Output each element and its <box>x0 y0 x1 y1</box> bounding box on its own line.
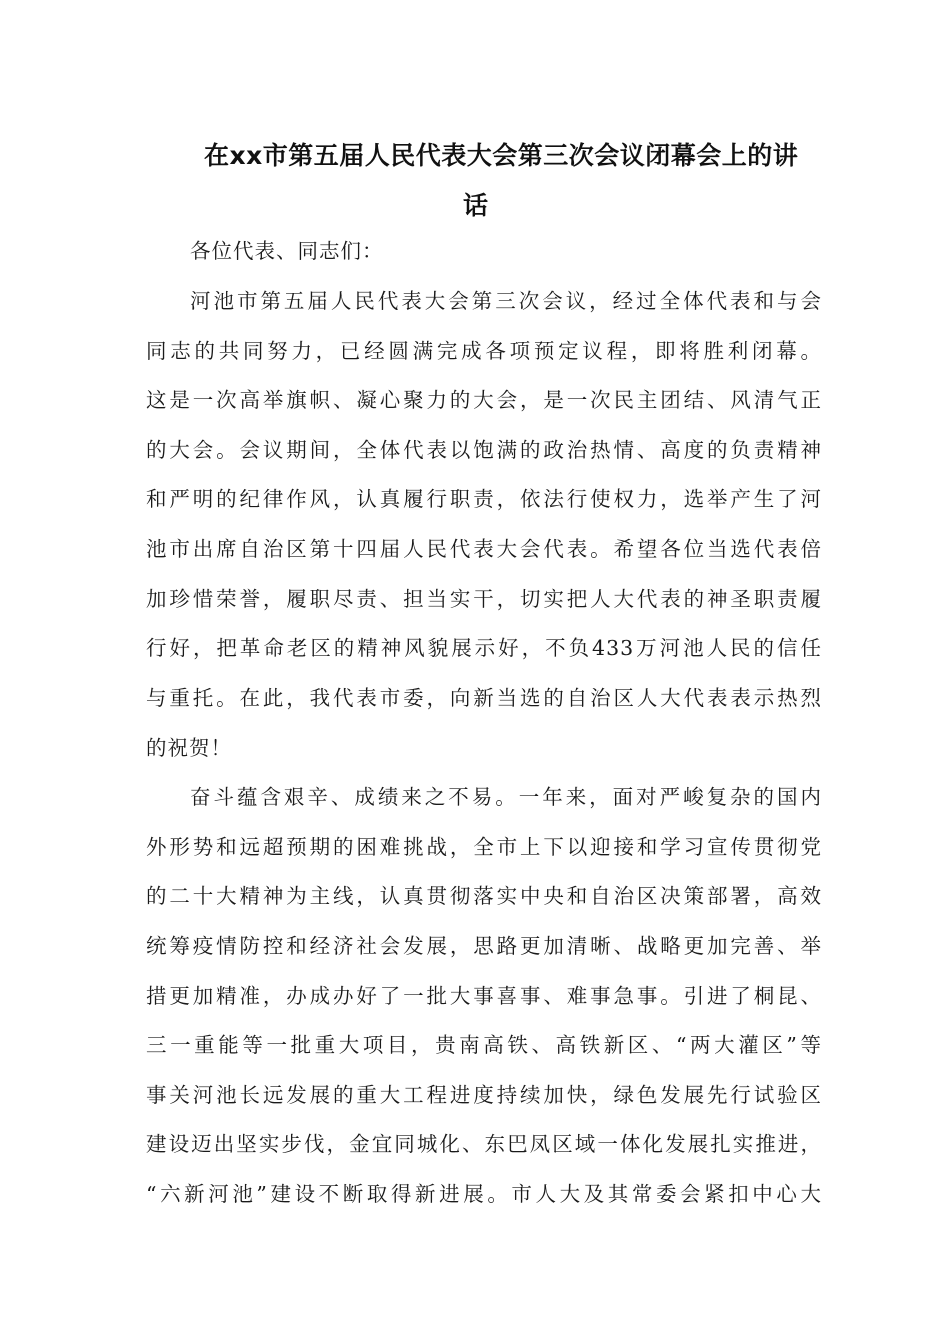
salutation: 各位代表、同志们： <box>190 239 384 263</box>
paragraph-2-line: 事关河池长远发展的重大工程进度持续加快，绿色发展先行试验区 <box>146 1083 822 1107</box>
paragraph-1-line: 的大会。会议期间，全体代表以饱满的政治热情、高度的负责精神 <box>146 438 822 462</box>
paragraph-1-line: 池市出席自治区第十四届人民代表大会代表。希望各位当选代表倍 <box>146 537 822 561</box>
paragraph-1-line: 这是一次高举旗帜、凝心聚力的大会，是一次民主团结、风清气正 <box>146 388 822 412</box>
paragraph-1-line: 行好，把革命老区的精神风貌展示好，不负433万河池人民的信任 <box>146 636 822 660</box>
document-title-line-2: 话 <box>463 191 489 220</box>
paragraph-1-line: 河池市第五届人民代表大会第三次会议，经过全体代表和与会 <box>190 289 822 313</box>
paragraph-2-line: 三一重能等一批重大项目，贵南高铁、高铁新区、“两大灌区”等 <box>146 1033 822 1057</box>
paragraph-2-line: 措更加精准，办成办好了一批大事喜事、难事急事。引进了桐昆、 <box>146 984 822 1008</box>
paragraph-1-line: 同志的共同努力，已经圆满完成各项预定议程，即将胜利闭幕。 <box>146 339 822 363</box>
paragraph-2-line: 统筹疫情防控和经济社会发展，思路更加清晰、战略更加完善、举 <box>146 934 822 958</box>
paragraph-2-line: 奋斗蕴含艰辛、成绩来之不易。一年来，面对严峻复杂的国内 <box>190 785 822 809</box>
paragraph-1-line: 和严明的纪律作风，认真履行职责，依法行使权力，选举产生了河 <box>146 487 822 511</box>
paragraph-1-line: 的祝贺！ <box>146 736 232 760</box>
paragraph-2-line: 建设迈出坚实步伐，金宜同城化、东巴凤区域一体化发展扎实推进， <box>146 1132 822 1156</box>
paragraph-2-line: 的二十大精神为主线，认真贯彻落实中央和自治区决策部署，高效 <box>146 884 822 908</box>
paragraph-2-line: 外形势和远超预期的困难挑战，全市上下以迎接和学习宣传贯彻党 <box>146 835 822 859</box>
paragraph-1-line: 与重托。在此，我代表市委，向新当选的自治区人大代表表示热烈 <box>146 686 822 710</box>
paragraph-2-line: “六新河池”建设不断取得新进展。市人大及其常委会紧扣中心大 <box>146 1182 822 1206</box>
document-title-line-1: 在xx市第五届人民代表大会第三次会议闭幕会上的讲 <box>204 141 799 170</box>
paragraph-1-line: 加珍惜荣誉，履职尽责、担当实干，切实把人大代表的神圣职责履 <box>146 587 822 611</box>
